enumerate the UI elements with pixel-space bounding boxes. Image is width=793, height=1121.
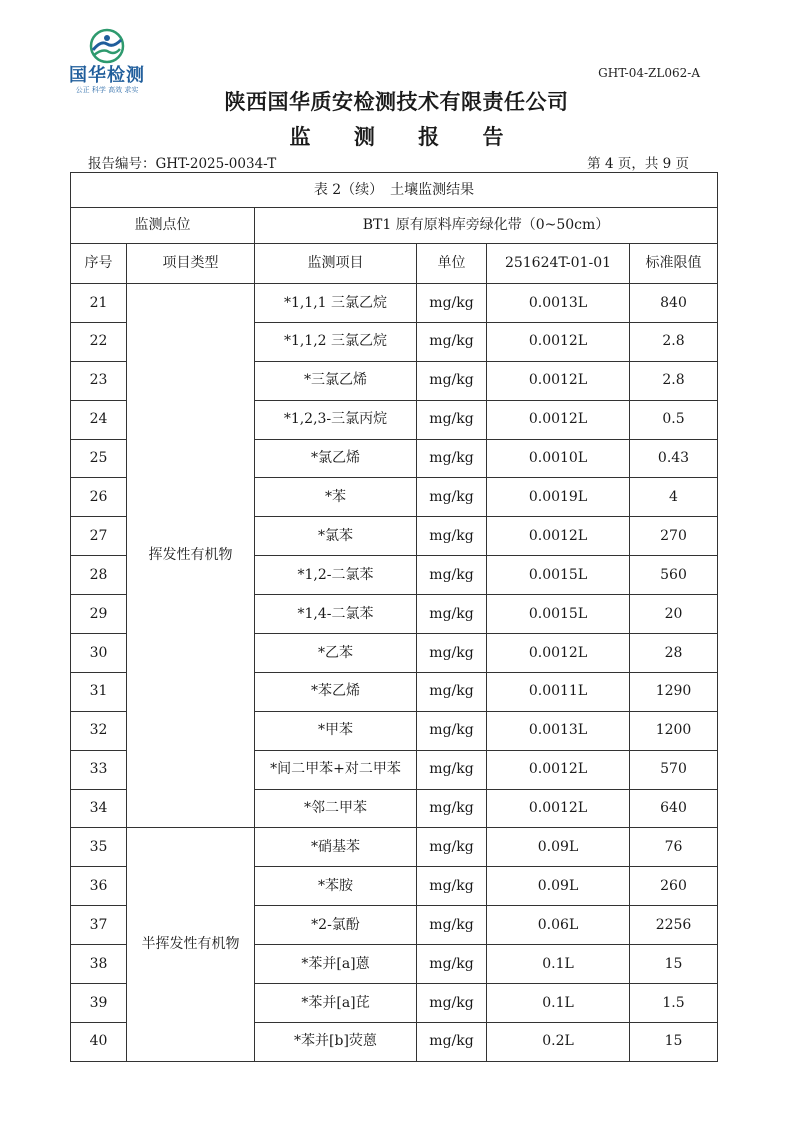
row-number: 37	[71, 906, 127, 945]
result-cell: 0.0011L	[487, 672, 630, 711]
result-cell: 0.0012L	[487, 361, 630, 400]
monitoring-item: *甲苯	[255, 711, 417, 750]
limit-cell: 4	[630, 478, 718, 517]
result-cell: 0.0013L	[487, 711, 630, 750]
limit-cell: 270	[630, 517, 718, 556]
unit-cell: mg/kg	[417, 439, 487, 478]
result-cell: 0.0012L	[487, 517, 630, 556]
row-number: 29	[71, 595, 127, 634]
unit-cell: mg/kg	[417, 984, 487, 1023]
monitoring-item: *2-氯酚	[255, 906, 417, 945]
monitoring-item: *1,4-二氯苯	[255, 595, 417, 634]
row-number: 39	[71, 984, 127, 1023]
result-cell: 0.1L	[487, 984, 630, 1023]
unit-cell: mg/kg	[417, 556, 487, 595]
table-row	[71, 828, 718, 867]
result-cell: 0.0012L	[487, 750, 630, 789]
row-number: 24	[71, 400, 127, 439]
limit-cell: 20	[630, 595, 718, 634]
category-cell: 半挥发性有机物	[127, 828, 255, 1061]
point-label: 监测点位	[71, 208, 255, 244]
row-number: 30	[71, 634, 127, 673]
result-cell: 0.0019L	[487, 478, 630, 517]
header-cell: 251624T-01-01	[487, 244, 630, 284]
table-caption: 表 2（续） 土壤监测结果	[71, 173, 718, 208]
monitoring-item: *1,1,1 三氯乙烷	[255, 284, 417, 323]
unit-cell: mg/kg	[417, 945, 487, 984]
row-number: 40	[71, 1022, 127, 1061]
table-row	[71, 284, 718, 323]
unit-cell: mg/kg	[417, 711, 487, 750]
result-cell: 0.0012L	[487, 400, 630, 439]
monitoring-item: *苯乙烯	[255, 672, 417, 711]
monitoring-item: *氯苯	[255, 517, 417, 556]
unit-cell: mg/kg	[417, 478, 487, 517]
logo-name: 国华检测	[69, 65, 145, 86]
limit-cell: 0.5	[630, 400, 718, 439]
limit-cell: 0.43	[630, 439, 718, 478]
limit-cell: 840	[630, 284, 718, 323]
result-cell: 0.0015L	[487, 595, 630, 634]
result-cell: 0.0012L	[487, 322, 630, 361]
monitoring-item: *乙苯	[255, 634, 417, 673]
limit-cell: 560	[630, 556, 718, 595]
monitoring-item: *三氯乙烯	[255, 361, 417, 400]
unit-cell: mg/kg	[417, 1022, 487, 1061]
limit-cell: 28	[630, 634, 718, 673]
limit-cell: 15	[630, 1022, 718, 1061]
row-number: 34	[71, 789, 127, 828]
unit-cell: mg/kg	[417, 750, 487, 789]
result-cell: 0.2L	[487, 1022, 630, 1061]
row-number: 36	[71, 867, 127, 906]
row-number: 32	[71, 711, 127, 750]
limit-cell: 2.8	[630, 322, 718, 361]
unit-cell: mg/kg	[417, 322, 487, 361]
row-number: 21	[71, 284, 127, 323]
unit-cell: mg/kg	[417, 828, 487, 867]
result-cell: 0.0013L	[487, 284, 630, 323]
limit-cell: 1200	[630, 711, 718, 750]
company-name: 陕西国华质安检测技术有限责任公司	[224, 89, 569, 114]
unit-cell: mg/kg	[417, 361, 487, 400]
monitoring-item: *邻二甲苯	[255, 789, 417, 828]
monitoring-item: *氯乙烯	[255, 439, 417, 478]
result-cell: 0.0010L	[487, 439, 630, 478]
row-number: 27	[71, 517, 127, 556]
monitoring-item: *苯并[a]芘	[255, 984, 417, 1023]
header-cell: 单位	[417, 244, 487, 284]
monitoring-item: *苯胺	[255, 867, 417, 906]
limit-cell: 640	[630, 789, 718, 828]
monitoring-item: *1,2-二氯苯	[255, 556, 417, 595]
soil-results-table	[70, 172, 718, 1062]
monitoring-item: *硝基苯	[255, 828, 417, 867]
row-number: 23	[71, 361, 127, 400]
result-cell: 0.0012L	[487, 634, 630, 673]
row-number: 25	[71, 439, 127, 478]
header-cell: 项目类型	[127, 244, 255, 284]
limit-cell: 570	[630, 750, 718, 789]
limit-cell: 2256	[630, 906, 718, 945]
monitoring-item: *苯并[a]蒽	[255, 945, 417, 984]
monitoring-item: *苯并[b]荧蒽	[255, 1022, 417, 1061]
row-number: 38	[71, 945, 127, 984]
header-row	[71, 244, 718, 284]
unit-cell: mg/kg	[417, 595, 487, 634]
result-cell: 0.09L	[487, 867, 630, 906]
unit-cell: mg/kg	[417, 284, 487, 323]
unit-cell: mg/kg	[417, 789, 487, 828]
document-code: GHT-04-ZL062-A	[598, 66, 700, 80]
row-number: 31	[71, 672, 127, 711]
limit-cell: 15	[630, 945, 718, 984]
result-cell: 0.1L	[487, 945, 630, 984]
unit-cell: mg/kg	[417, 634, 487, 673]
header-cell: 序号	[71, 244, 127, 284]
monitoring-item: *1,1,2 三氯乙烷	[255, 322, 417, 361]
unit-cell: mg/kg	[417, 906, 487, 945]
row-number: 22	[71, 322, 127, 361]
page-info: 第 4 页，共 9 页	[587, 156, 689, 172]
monitoring-item: *苯	[255, 478, 417, 517]
result-cell: 0.0012L	[487, 789, 630, 828]
header-cell: 标准限值	[630, 244, 718, 284]
monitoring-item: *间二甲苯+对二甲苯	[255, 750, 417, 789]
logo-slogan: 公正 科学 高效 求实	[75, 86, 139, 94]
row-number: 33	[71, 750, 127, 789]
logo-mark-icon	[85, 28, 129, 64]
limit-cell: 76	[630, 828, 718, 867]
report-number: 报告编号：GHT-2025-0034-T	[88, 156, 277, 172]
unit-cell: mg/kg	[417, 867, 487, 906]
limit-cell: 260	[630, 867, 718, 906]
category-cell: 挥发性有机物	[127, 284, 255, 828]
result-cell: 0.0015L	[487, 556, 630, 595]
limit-cell: 1.5	[630, 984, 718, 1023]
report-title: 监 测 报 告	[289, 124, 522, 149]
limit-cell: 1290	[630, 672, 718, 711]
limit-cell: 2.8	[630, 361, 718, 400]
result-cell: 0.09L	[487, 828, 630, 867]
header-cell: 监测项目	[255, 244, 417, 284]
unit-cell: mg/kg	[417, 672, 487, 711]
unit-cell: mg/kg	[417, 517, 487, 556]
point-value: BT1 原有原料库旁绿化带（0~50cm）	[255, 208, 718, 244]
result-cell: 0.06L	[487, 906, 630, 945]
row-number: 35	[71, 828, 127, 867]
monitoring-item: *1,2,3-三氯丙烷	[255, 400, 417, 439]
unit-cell: mg/kg	[417, 400, 487, 439]
row-number: 28	[71, 556, 127, 595]
row-number: 26	[71, 478, 127, 517]
